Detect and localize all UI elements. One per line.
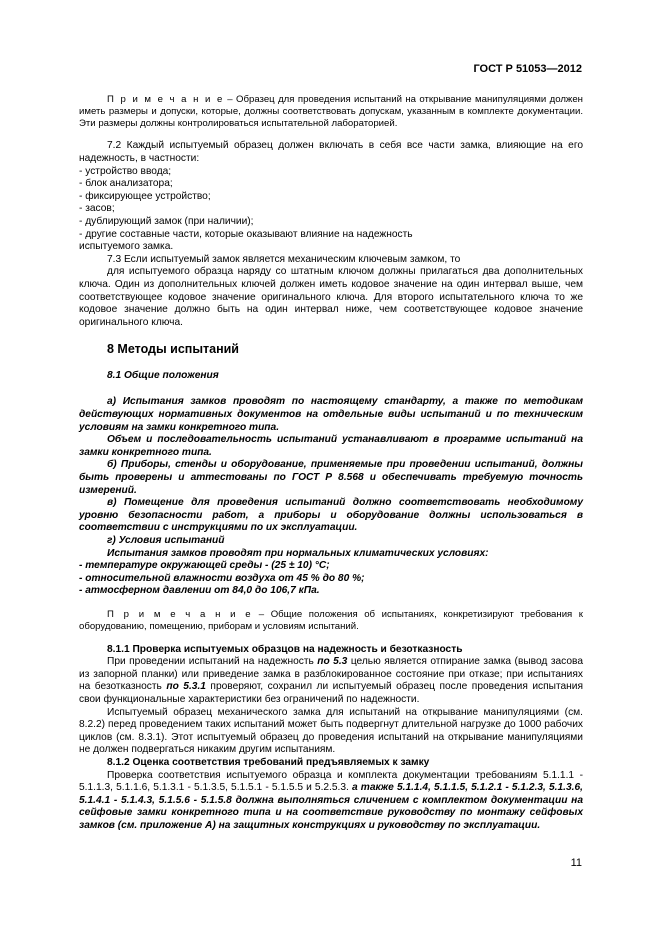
condition-item: - температуре окружающей среды - (25 ± 10) °С; — [79, 560, 330, 572]
section-7-3-first-line: 7.3 Если испытуемый замок является механическим ключевым замком, то — [107, 253, 461, 265]
item-g-title: г) Условия испытаний — [107, 535, 225, 547]
section-7-3-text: для испытуемого образца наряду со штатным ключом должны прилагаться два дополнительных ключа. Один из дополнительных ключей должен иметь кодовое значение на один интервал выше, чем соответствующее кодовое значение оригинального ключа. Для второго испытательного ключа то же кодовое значение должно быть на один интервал ниже, чем соответствующее кодовое значение оригинального ключа. — [79, 266, 583, 328]
list-item: - фиксирующее устройство; — [79, 190, 211, 202]
item-v: в) Помещение для проведения испытаний должно соответствовать необходимому уровню безопасности работ, а приборы и оборудование должны использоваться в соответствии с инструкциями по их эксплуатации. — [79, 497, 583, 534]
note-label: П р и м е ч а н и е — [107, 94, 224, 105]
text-run: Проверка соответствия испытуемого образца и комплекта документации требованиям 5.1.1.1 - 5.1.1.3, 5.1.1.6, 5.1.3.1 - 5.1.3.5, 5.1.5.1 - 5.1.5.5 и 5.2.5.3. — [79, 769, 583, 794]
list-item: - засов; — [79, 203, 115, 215]
item-g-intro: Испытания замков проводят при нормальных климатических условиях: — [107, 547, 489, 559]
condition-item: - атмосферном давлении от 84,0 до 106,7 кПа. — [79, 585, 320, 597]
section-8-1-1-para2: Испытуемый образец механического замка для испытаний на открывание манипуляциями (см. 8.2.2) перед проведением таких испытаний может быть подвергнут длительной нагрузке до 1000 рабочих циклов (см. 8.3.1). Этот испытуемый образец до проведения испытаний на открывание манипуляциями не должен подвергаться никаким другим испытаниям. — [79, 706, 583, 756]
spacer — [79, 129, 583, 140]
list-item: - блок анализатора; — [79, 178, 173, 190]
note-paragraph — [79, 94, 583, 129]
text-run: целью является отпирание замка (вывод засова из запорной планки) или приведение замка в разблокированное состояние при отказе; при испытаниях на безотказность — [79, 656, 583, 693]
section-8-title: 8 Методы испытаний — [107, 342, 239, 357]
section-8-1-1-title: 8.1.1 Проверка испытуемых образцов на надежность и безотказность — [107, 643, 463, 655]
section-8-1-1-para — [79, 656, 583, 706]
clause-ref: по 5.3.1 — [166, 681, 206, 693]
item-a: а) Испытания замков проводят по настоящему стандарту, а также по методикам действующих нормативных документов на отдельные виды испытаний и по техническим условиям на замки конкретного типа. — [79, 396, 583, 433]
spacer — [79, 633, 583, 644]
document-id: ГОСТ Р 51053—2012 — [473, 63, 582, 75]
list-item: - устройство ввода; — [79, 165, 172, 177]
list-item: - другие составные части, которые оказывают влияние на надежность — [79, 228, 413, 240]
spacer — [79, 382, 583, 396]
spacer — [79, 356, 583, 370]
spacer — [79, 598, 583, 609]
section-7-2-intro: 7.2 Каждый испытуемый образец должен включать в себя все части замка, влияющие на его надежность, в частности: — [79, 140, 583, 164]
page-number: 11 — [570, 857, 582, 869]
section-8-1-title: 8.1 Общие положения — [107, 369, 219, 381]
document-body — [79, 94, 583, 832]
section-8-1-2-para — [79, 770, 583, 833]
note-label: П р и м е ч а н и е — [107, 608, 253, 620]
list-item: - дублирующий замок (при наличии); — [79, 215, 254, 227]
list-item: испытуемого замка. — [79, 241, 174, 253]
note-text: – Образец для проведения испытаний на открывание манипуляциями должен иметь размеры и допуски, которые, должны соответствовать допускам, указанным в комплекте документации. Эти размеры должны контролироваться испытательной лабораторией. — [79, 94, 583, 129]
section-8-1-2-title: 8.1.2 Оценка соответствия требований предъявляемых к замку — [107, 756, 430, 768]
text-run: При проведении испытаний на надежность — [107, 656, 318, 668]
note-paragraph — [79, 609, 583, 633]
clause-ref: по 5.3 — [317, 656, 348, 668]
item-a-cont: Объем и последовательность испытаний устанавливают в программе испытаний на замки конкретного типа. — [79, 434, 583, 458]
text-run: проверяют, сохранил ли испытуемый образец после проведения испытания свои функциональные характеристики без ограничений по надежности. — [79, 681, 583, 705]
condition-item: - относительной влажности воздуха от 45 % до 80 %; — [79, 572, 365, 584]
spacer — [79, 329, 583, 343]
note-text: – Общие положения об испытаниях, конкретизируют требования к оборудованию, помещению, приборам и условиям испытаний. — [79, 608, 584, 632]
item-b: б) Приборы, стенды и оборудование, применяемые при проведении испытаний, должны быть проверены и аттестованы по ГОСТ Р 8.568 и обеспечивать требуемую точность измерений. — [79, 459, 583, 496]
text-run-emphasis: а также 5.1.1.4, 5.1.1.5, 5.1.2.1 - 5.1.2.3, 5.1.3.6, 5.1.4.1 - 5.1.4.3, 5.1.5.6 - 5.1.5.8 должна выполняться сличением с комплектом документации на сейфовые замки конкретного типа и на соответствие руководству по монтажу сейфовых замков (см. приложение А) на защитных конструкциях и руководству по эксплуатации. — [79, 782, 583, 831]
